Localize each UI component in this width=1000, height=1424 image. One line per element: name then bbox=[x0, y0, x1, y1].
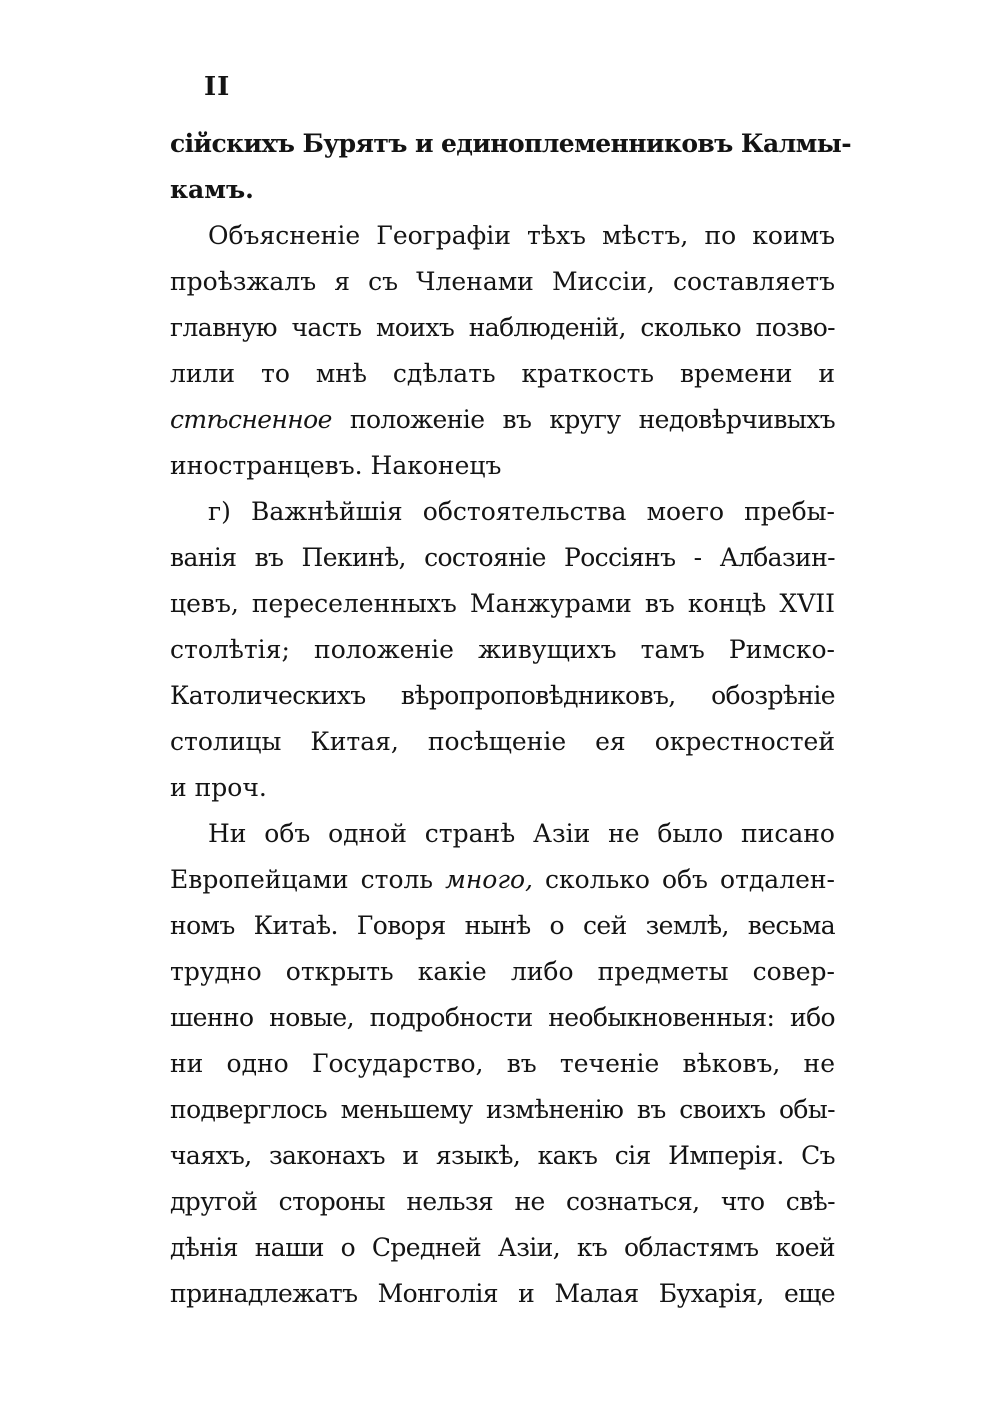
text-line: камъ. bbox=[170, 175, 254, 204]
text-line: и проч. bbox=[170, 773, 267, 802]
text-line: лили то мнѣ сдѣлать краткость времени и bbox=[170, 359, 835, 388]
text-line: Ни объ одной странѣ Азіи не было писано bbox=[208, 819, 835, 848]
text-line: иностранцевъ. Наконецъ bbox=[170, 451, 502, 480]
text-line: шенно новые, подробности необыкновенныя: ибо bbox=[170, 1003, 835, 1032]
text-line: сійскихъ Бурятъ и единоплеменниковъ Калмы- bbox=[170, 129, 851, 158]
text-line: подверглось меньшему измѣненію въ своихъ обы- bbox=[170, 1095, 835, 1124]
text-line: ни одно Государство, въ теченіе вѣковъ, не bbox=[170, 1049, 835, 1078]
text-line: чаяхъ, законахъ и языкѣ, какъ сія Имперія. Съ bbox=[170, 1141, 835, 1170]
text-line: принадлежатъ Монголія и Малая Бухарія, еще bbox=[170, 1279, 835, 1308]
text-line: Объясненіе Географіи тѣхъ мѣстъ, по коимъ bbox=[208, 221, 835, 250]
italic-word: много, bbox=[445, 865, 533, 894]
text-line: г) Важнѣйшія обстоятельства моего пребы- bbox=[208, 497, 835, 526]
text-line: столицы Китая, посѣщеніе ея окрестностей bbox=[170, 727, 835, 756]
text-line: Европейцами столь много, сколько объ отдален- bbox=[170, 865, 835, 894]
italic-word: стѣсненное bbox=[170, 405, 332, 434]
text-line: другой стороны нельзя не сознаться, что свѣ- bbox=[170, 1187, 835, 1216]
text-line: цевъ, переселенныхъ Манжурами въ концѣ XVII bbox=[170, 589, 835, 618]
page-number: II bbox=[204, 72, 231, 102]
text-line: столѣтія; положеніе живущихъ тамъ Римско- bbox=[170, 635, 835, 664]
text-line: дѣнія наши о Средней Азіи, къ областямъ коей bbox=[170, 1233, 835, 1262]
text-line: проѣзжалъ я съ Членами Миссіи, составляетъ bbox=[170, 267, 835, 296]
text-line: стѣсненное положеніе въ кругу недовѣрчивыхъ bbox=[170, 405, 835, 434]
text-line: главную часть моихъ наблюденій, сколько позво- bbox=[170, 313, 835, 342]
text-line: Католическихъ вѣропроповѣдниковъ, обозрѣніе bbox=[170, 681, 835, 710]
text-line: ванія въ Пекинѣ, состояніе Россіянъ - Албазин- bbox=[170, 543, 835, 572]
text-line: номъ Китаѣ. Говоря нынѣ о сей землѣ, весьма bbox=[170, 911, 835, 940]
text-line: трудно открыть какіе либо предметы совер- bbox=[170, 957, 835, 986]
